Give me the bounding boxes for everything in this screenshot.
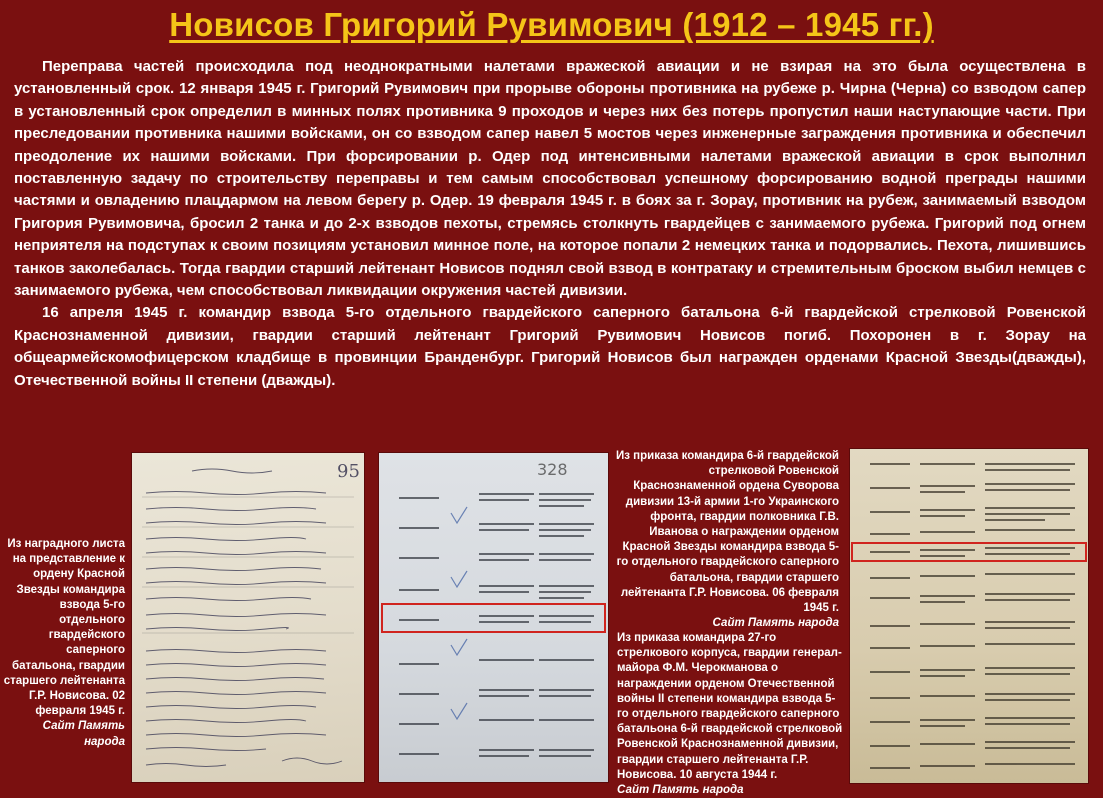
caption-award-sheet (3, 537, 125, 750)
handwritten-document (132, 453, 364, 782)
order-image-feb-1945 (379, 453, 608, 782)
caption-order-feb-1945 (612, 449, 839, 631)
caption-text: Из наградного листа на представление к ордену Красной Звезды командира взвода 5-го отдельного гвардейского саперного батальона, гвардии старшего лейтенанта Г.Р. Новисова. 02 февраля 1945 г. (3, 538, 125, 718)
paragraph: Переправа частей происходила под неоднократными налетами вражеской авиации и не взирая на это была осуществлена в установленный срок. 12 января 1945 г. Григорий Рувимович при прорыве обороны противника на рубеже р. Чирна (Черна) со взводом сапер в установленный срок определил в минных полях противника 9 проходов и через них без потерь пропустил наши наступающие части. При преследовании противника нашими войсками, он со взводом сапер навел 5 мостов через инженерные заграждения противника и обеспечил преодоление их нашими войсками. При форсировании р. Одер под интенсивными налетами вражеской авиации в срок выполнил поставленную задачу по строительству переправы и тем самым способствовал успешному форсированию водной преграды нашими частями и овладению плацдармом на левом берегу р. Одер. 19 февраля 1945 г. в боях за г. Зорау, противник на рубеж, занимаемый взводом Григория Рувимовича, бросил 2 танка и до 2-х взводов пехоты, стремясь столкнуть гвардейцев с занимаемого рубежа. Григорий под огнем неприятеля на подступах к своим позициям установил минное поле, на которое попали 2 немецких танка и подорвались. Пехота, лишившись танков заколебалась. Тогда гвардии старший лейтенант Новисов поднял свой взвод в контратаку и стремительным броском выбил немцев с занимаемого рубежа, чем способствовал ликвидации окружения частей дивизии. (14, 58, 1086, 300)
order-image-aug-1944 (850, 449, 1088, 783)
caption-order-aug-1944 (617, 631, 845, 798)
caption-source: Сайт Память народа (712, 617, 839, 630)
typed-order-document (379, 453, 608, 782)
stamp-number: 95 (337, 461, 360, 482)
page-title: Новисов Григорий Рувимович (1912 – 1945 гг.) (169, 6, 934, 43)
typed-order-document (850, 449, 1088, 783)
paragraph: 16 апреля 1945 г. командир взвода 5-го отдельного гвардейского саперного батальона 6-й гвардейской стрелковой Ровенской Краснознаменной дивизии, гвардии старший лейтенант Григорий Рувимович Новисов погиб. Похоронен в г. Зорау на общеармейскомофицерском кладбище в провинции Бранденбург. Григорий Новисов был награжден орденами Красной Звезды(дважды), Отечественной войны II степени (дважды). (14, 304, 1086, 389)
caption-text: Из приказа командира 27-го стрелкового корпуса, гвардии генерал-майора Ф.М. Черокманова о награждении орденом Отечественной войны II степени командира взвода 5-го отдельного гвардейского саперного батальона 6-й гвардейской стрелковой Ровенской Краснознаменной дивизии, гвардии старшего лейтенанта Г.Р. Новисова. 10 августа 1944 г. (617, 632, 843, 781)
stamp-number: 328 (537, 460, 568, 479)
caption-text: Из приказа командира 6-й гвардейской стрелковой Ровенской Краснознаменной ордена Суворова дивизии 13-й армии 1-го Украинского фронта, гвардии полковника Г.В. Иванова о награждении орденом Красной Звезды командира взвода 5-го отдельного гвардейского саперного батальона, гвардии старшего лейтенанта Г.Р. Новисова. 06 февраля 1945 г. (615, 450, 839, 615)
caption-source: Сайт Память народа (42, 720, 125, 748)
caption-source: Сайт Память народа (617, 784, 744, 797)
biography-text (14, 56, 1086, 392)
award-sheet-image (132, 453, 364, 782)
